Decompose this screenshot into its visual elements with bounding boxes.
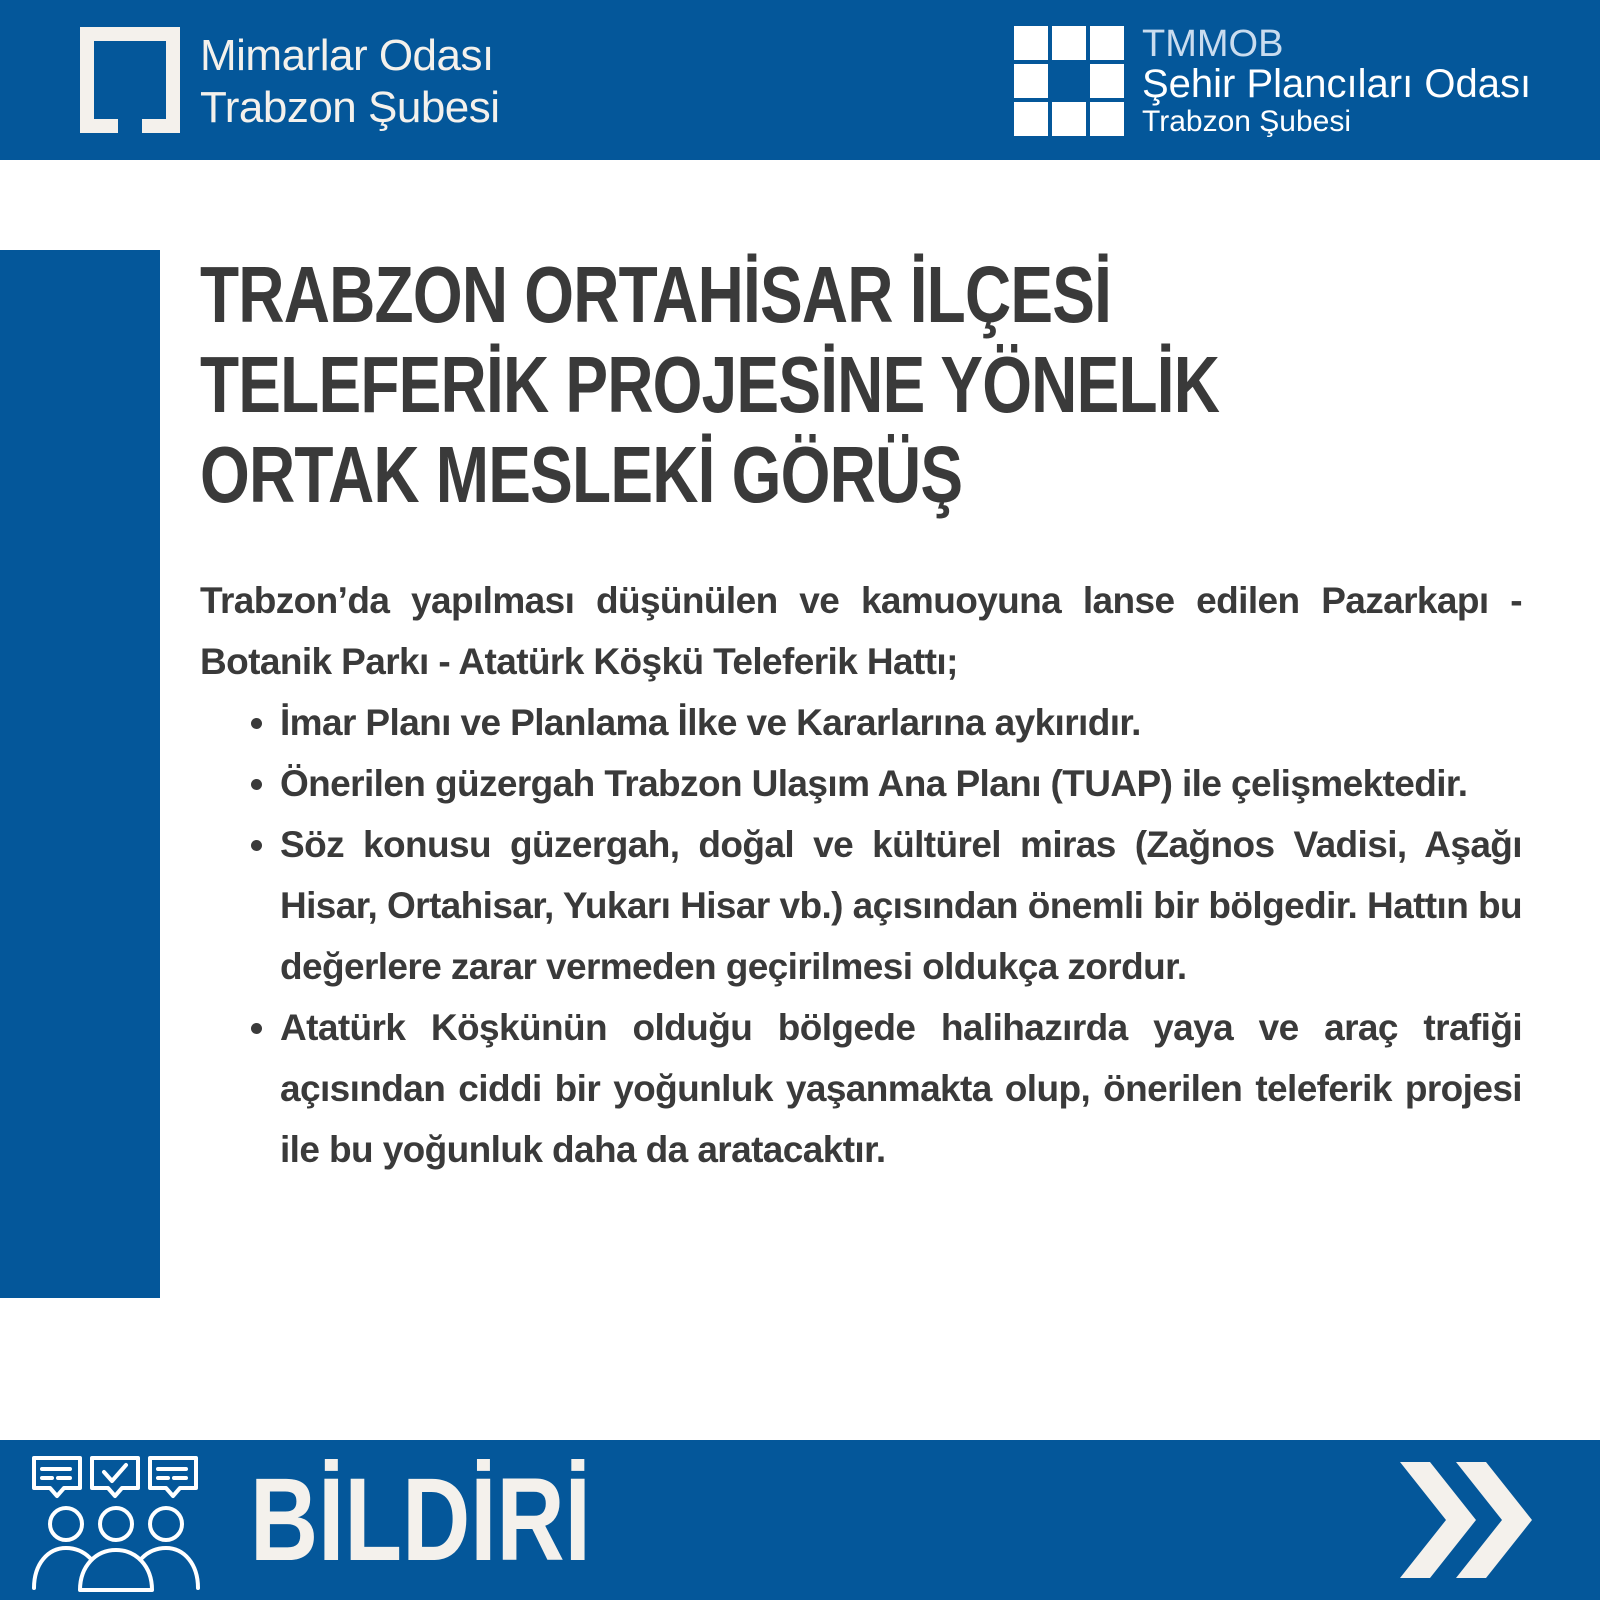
title-line: TRABZON ORTAHİSAR İLÇESİ <box>200 250 1112 339</box>
org-branch-line: Trabzon Şubesi <box>200 83 500 132</box>
list-item: • Atatürk Köşkünün olduğu bölgede halihazırda yaya ve araç trafiği açısından ciddi bir yoğunluk yaşanmakta olup, önerilen teleferik projesi ile bu yoğunluk daha da aratacaktır. <box>280 997 1522 1180</box>
tmmob-label: TMMOB <box>1142 23 1284 65</box>
accent-sidebar <box>0 250 160 1298</box>
statement-body <box>200 570 1522 1180</box>
page-title <box>200 250 1320 520</box>
header <box>0 0 1600 160</box>
sehir-plancilari-odasi-logo <box>1014 26 1124 136</box>
footer <box>0 1440 1600 1600</box>
mimarlar-odasi-name <box>200 30 500 134</box>
sehir-plancilari-odasi-name <box>1142 24 1531 140</box>
list-item: • Söz konusu güzergah, doğal ve kültürel miras (Zağnos Vadisi, Aşağı Hisar, Ortahisar, Yukarı Hisar vb.) açısından önemli bir bölgedir. Hattın bu değerlere zarar vermeden geçirilmesi oldukça zordur. <box>280 814 1522 997</box>
double-chevron-right-icon[interactable] <box>1400 1462 1536 1578</box>
intro-paragraph: Trabzon’da yapılması düşünülen ve kamuoyuna lanse edilen Pazarkapı - Botanik Parkı - Atatürk Köşkü Teleferik Hattı; <box>200 580 1522 682</box>
org-name-line: Mimarlar Odası <box>200 31 494 80</box>
bildiri-label: BİLDİRİ <box>250 1454 591 1586</box>
bullet-list <box>200 692 1522 1180</box>
org-branch-line: Trabzon Şubesi <box>1142 105 1352 138</box>
org-name-line: Şehir Plancıları Odası <box>1142 62 1532 106</box>
list-item: • İmar Planı ve Planlama İlke ve Kararlarına aykırıdır. <box>280 692 1522 753</box>
mimarlar-odasi-logo <box>80 27 180 133</box>
title-line: ORTAK MESLEKİ GÖRÜŞ <box>200 430 963 519</box>
list-item: • Önerilen güzergah Trabzon Ulaşım Ana Planı (TUAP) ile çelişmektedir. <box>280 753 1522 814</box>
title-line: TELEFERİK PROJESİNE YÖNELİK <box>200 340 1220 429</box>
people-discussion-icon <box>30 1454 202 1594</box>
